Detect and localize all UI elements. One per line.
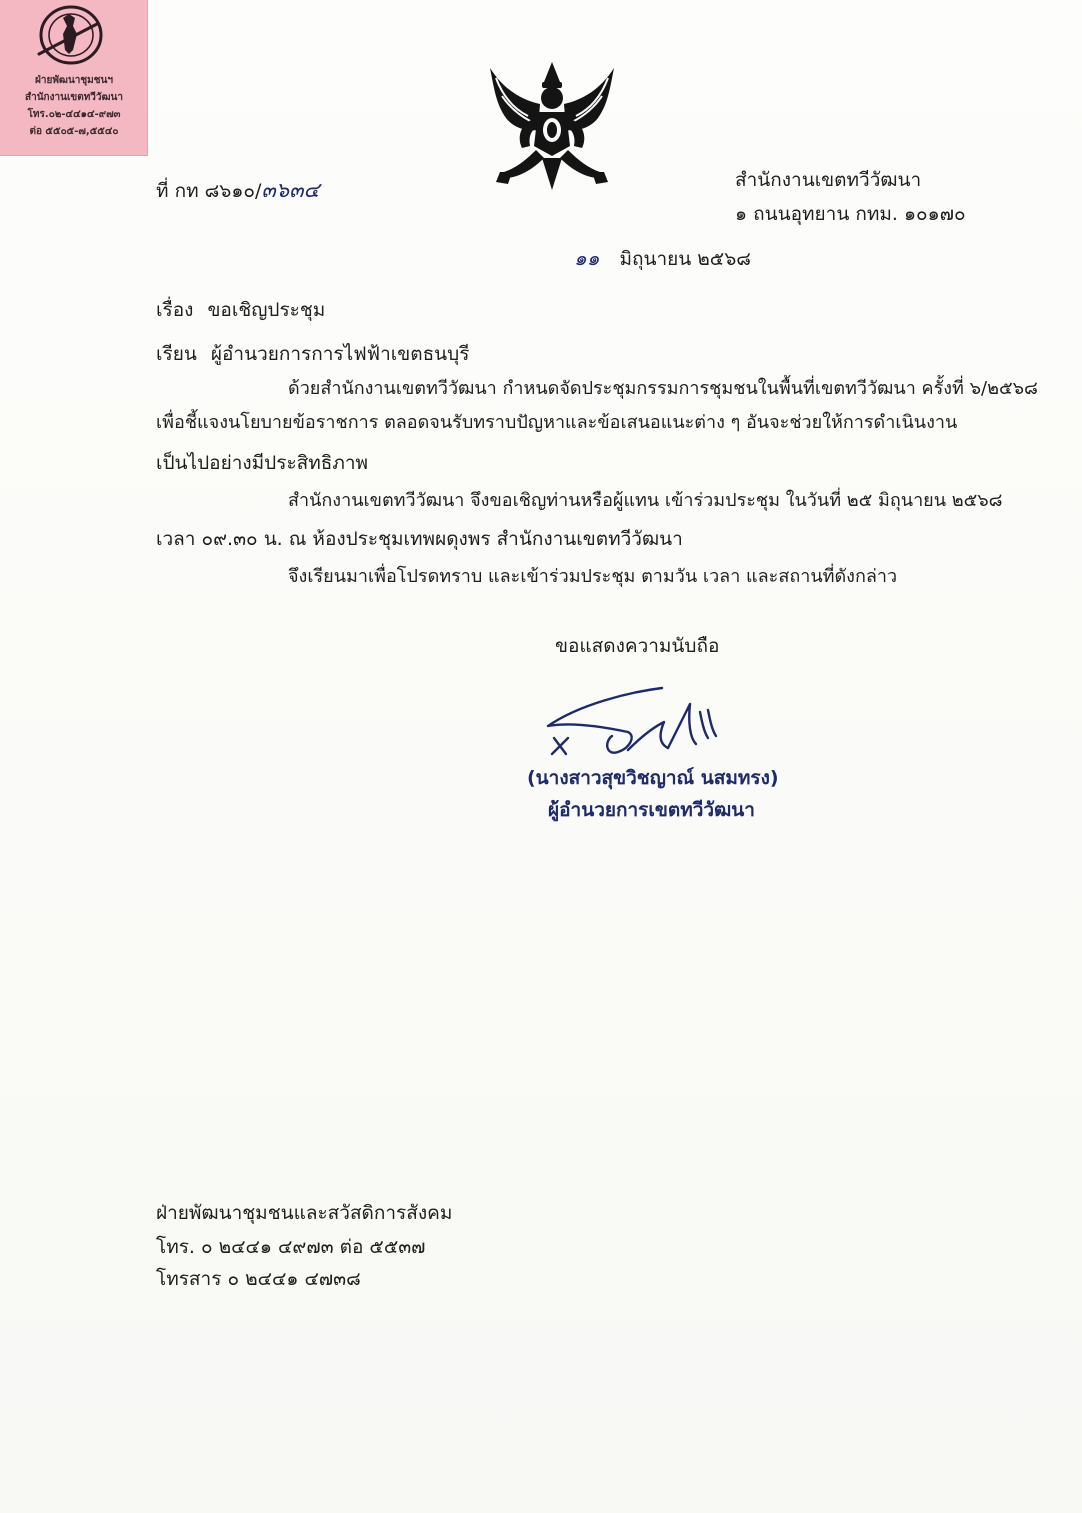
paragraph-1-line-2: เพื่อชี้แจงนโยบายข้อราชการ ตลอดจนรับทราบปัญหาและข้อเสนอแนะต่าง ๆ อันจะช่วยให้การดำเนินงาน (156, 412, 958, 433)
signer-title: ผู้อำนวยการเขตทวีวัฒนา (548, 799, 755, 821)
reference-handwritten-number: ๓๖๓๔ (261, 178, 320, 202)
footer-phone: โทร. ๐ ๒๔๔๑ ๔๙๗๓ ต่อ ๕๕๓๗ (156, 1236, 426, 1258)
garuda-emblem-icon (482, 60, 622, 200)
subject-label: เรื่อง (156, 299, 194, 321)
date-day-handwritten: ๑๑ (574, 246, 600, 270)
paragraph-2-line-2: เวลา ๐๙.๓๐ น. ณ ห้องประชุมเทพผดุงพร สำนักงานเขตทวีวัฒนา (156, 528, 683, 550)
paragraph-2-line-1: สำนักงานเขตทวีวัฒนา จึงขอเชิญท่านหรือผู้แทน เข้าร่วมประชุม ในวันที่ ๒๕ มิถุนายน ๒๕๖๘ (288, 490, 1003, 511)
paragraph-1-line-1: ด้วยสำนักงานเขตทวีวัฒนา กำหนดจัดประชุมกรรมการชุมชนในพื้นที่เขตทวีวัฒนา ครั้งที่ ๖/๒๕๖๘ (288, 378, 1038, 399)
stamp-line: ฝ่ายพัฒนาชุมชนฯ (34, 75, 114, 86)
handwritten-signature-icon (540, 682, 750, 772)
reference-prefix: ที่ กท ๘๖๑๐/ (156, 180, 262, 202)
office-seal-icon (33, 4, 109, 66)
recipient-line (156, 342, 469, 366)
stamp-line: ต่อ ๕๕๐๕-๗,๕๕๔๐ (29, 126, 119, 137)
reference-number (156, 178, 319, 203)
office-name: สำนักงานเขตทวีวัฒนา (735, 169, 922, 191)
date-month-year: มิถุนายน ๒๕๖๘ (619, 248, 751, 270)
subject-text: ขอเชิญประชุม (207, 299, 326, 321)
signer-name: (นางสาวสุขวิชญาณ์ นสมทรง) (527, 767, 779, 789)
recipient-label: เรียน (156, 343, 197, 365)
office-address: ๑ ถนนอุทยาน กทม. ๑๐๑๗๐ (735, 203, 966, 225)
footer-fax: โทรสาร ๐ ๒๔๔๑ ๔๗๓๘ (156, 1268, 361, 1290)
stamp-text (4, 72, 144, 140)
closing-phrase: ขอแสดงความนับถือ (555, 635, 720, 657)
stamp-line: สำนักงานเขตทวีวัฒนา (25, 92, 123, 103)
stamp-line: โทร.๐๒-๔๔๑๔-๙๗๓ (27, 109, 121, 120)
subject-line (156, 298, 325, 322)
receiving-stamp (0, 0, 148, 156)
letter-date (574, 246, 751, 271)
paragraph-3: จึงเรียนมาเพื่อโปรดทราบ และเข้าร่วมประชุม ตามวัน เวลา และสถานที่ดังกล่าว (288, 566, 898, 587)
paragraph-1-line-3: เป็นไปอย่างมีประสิทธิภาพ (156, 452, 369, 474)
recipient-text: ผู้อำนวยการการไฟฟ้าเขตธนบุรี (210, 343, 470, 365)
footer-department: ฝ่ายพัฒนาชุมชนและสวัสดิการสังคม (156, 1202, 453, 1224)
